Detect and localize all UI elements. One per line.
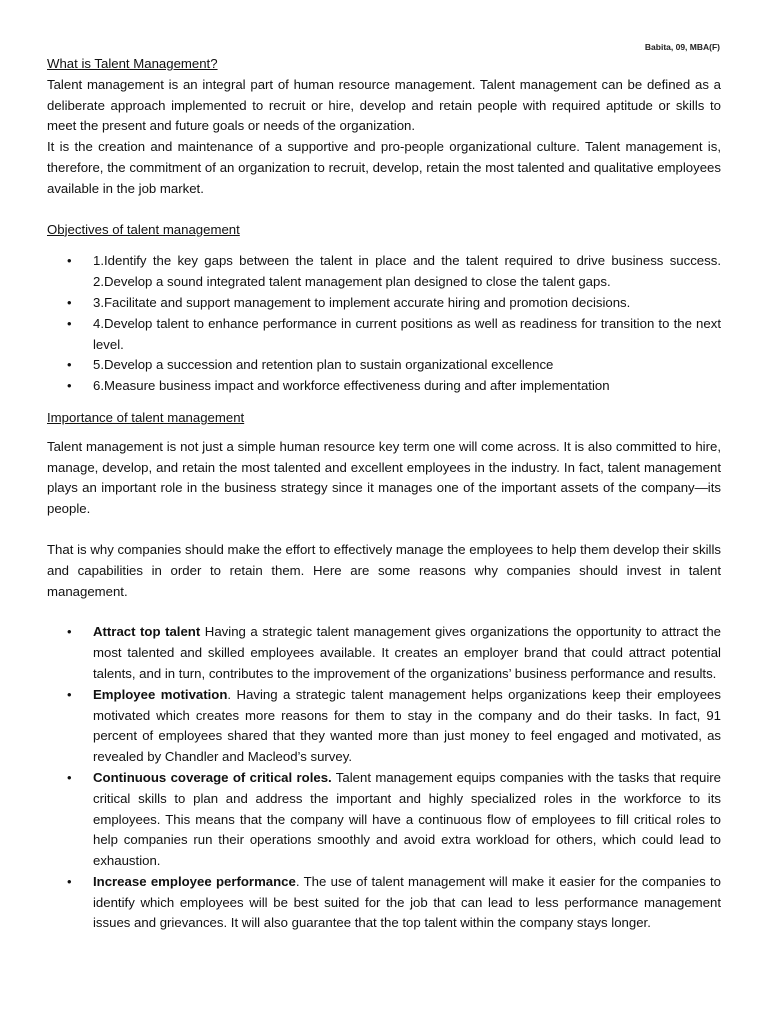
bullet-icon: • <box>67 624 72 640</box>
importance-paragraph-1: Talent management is not just a simple human resource key term one will come across. It is also committed to hire, manage, develop, and retain the most talented and excellent employees in the industry. In fact, talent management plays an important role in the business strategy since it manages one of the important assets of the company—its people. <box>47 438 721 517</box>
reason-title: Employee motivation <box>93 686 228 702</box>
objectives-list <box>47 251 721 397</box>
list-item <box>47 685 721 768</box>
bullet-icon: • <box>67 253 72 269</box>
reason-text: Talent management equips companies with the tasks that require critical skills to plan and address the important and highly specialized roles in the workforce to its employees. This means that the company will have a continuous flow of employees to fill critical roles to help companies run their operations smoothly and avoid extra workload for others, which could lead to exhaustion. <box>93 769 721 869</box>
importance-paragraph-2: That is why companies should make the effort to effectively manage the employees to help them develop their skills and capabilities in order to retain them. Here are some reasons why companies should invest in talent management. <box>47 541 721 599</box>
bullet-icon: • <box>67 315 72 331</box>
reason-title: Attract top talent <box>93 624 201 640</box>
list-item: • 1.Identify the key gaps between the talent in place and the talent required to drive business success. 2.Develop a sound integrated talent management plan designed to close the talent gaps. <box>67 253 721 290</box>
reason-text: . Having a strategic talent management helps organizations keep their employees motivated which creates more reasons for them to stay in the company and do their tasks. In fact, 91 percent of employees shared that they wanted more than just money to feel engaged and motivated, as revealed by Chandler and Macleod’s survey. <box>93 686 721 765</box>
what-paragraph-1: Talent management is an integral part of human resource management. Talent management can be defined as a deliberate approach implemented to recruit or hire, develop and retain people with required aptitude or skills to meet the present and future goals or needs of the organization. <box>47 76 721 134</box>
heading-what-is-talent-management: What is Talent Management? <box>47 56 218 71</box>
bullet-icon: • <box>67 294 72 310</box>
list-item <box>47 622 721 684</box>
bullet-icon: • <box>67 686 72 702</box>
list-item <box>47 768 721 872</box>
bullet-icon: • <box>67 769 72 785</box>
heading-importance: Importance of talent management <box>47 409 245 425</box>
list-item: • 5.Develop a succession and retention plan to sustain organizational excellence <box>47 355 721 376</box>
bullet-icon: • <box>67 873 72 889</box>
reason-title: Increase employee performance <box>93 873 296 889</box>
list-item: • 3.Facilitate and support management to implement accurate hiring and promotion decisions. <box>47 293 721 314</box>
reason-text: . The use of talent management will make it easier for the companies to identify which employees will be best suited for the job that can lead to less performance management issues and grievances. It will also guarantee that the top talent within the company stays longer. <box>93 873 722 931</box>
reasons-list <box>47 622 721 934</box>
what-paragraph-2: It is the creation and maintenance of a supportive and pro-people organizational culture. Talent management is, therefore, the commitment of an organization to recruit, develop, retain the most talented and qualitative employees available in the job market. <box>47 139 721 196</box>
list-item <box>47 872 721 934</box>
list-item: • 6.Measure business impact and workforce effectiveness during and after implementation <box>47 376 721 397</box>
bullet-icon: • <box>67 357 72 373</box>
author-note: Babita, 09, MBA(F) <box>644 42 720 52</box>
reason-text: Having a strategic talent management gives organizations the opportunity to attract the most talented and skilled employees available. It creates an employer brand that could attract potential talents, and in turn, contributes to the improvement of the organizations’ business performance and results. <box>93 624 722 681</box>
bullet-icon: • <box>67 378 72 394</box>
list-item: • 4.Develop talent to enhance performance in current positions as well as readiness for transition to the next level. <box>67 315 721 352</box>
heading-objectives: Objectives of talent management <box>47 221 240 237</box>
reason-title: Continuous coverage of critical roles. <box>93 769 332 785</box>
document-body <box>47 54 721 934</box>
